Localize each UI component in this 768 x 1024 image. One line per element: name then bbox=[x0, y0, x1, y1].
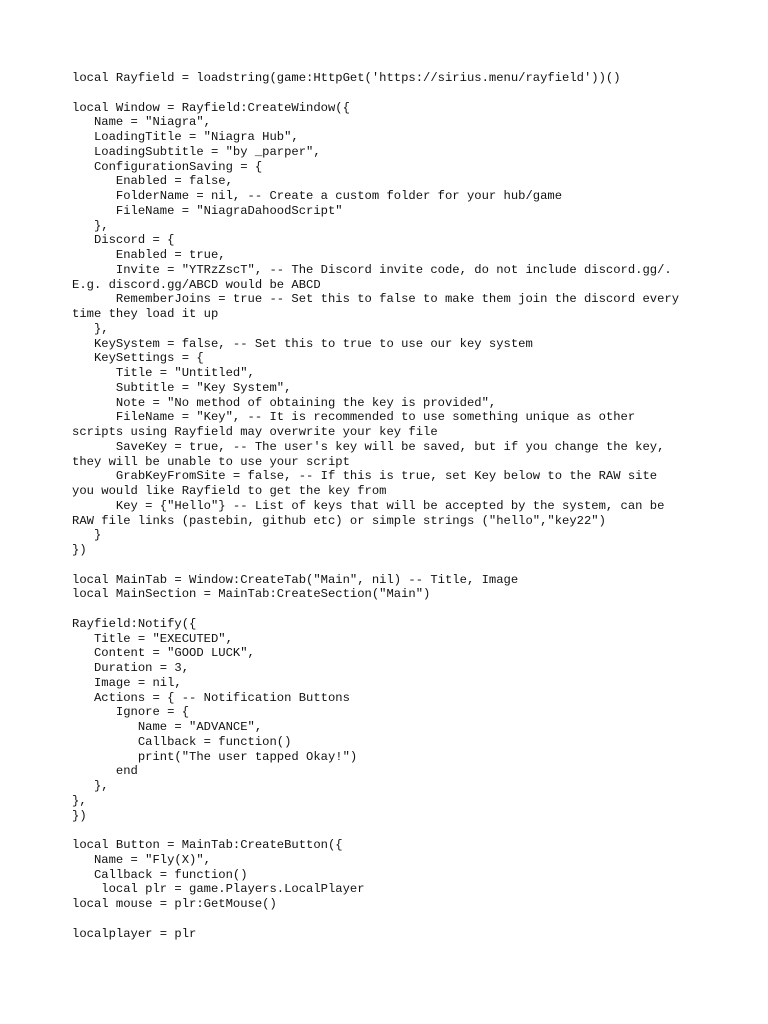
code-line: Actions = { -- Notification Buttons bbox=[72, 690, 350, 705]
code-line: Invite = "YTRzZscT", -- The Discord invite code, do not include discord.gg/. bbox=[72, 262, 672, 277]
code-line: Callback = function() bbox=[72, 734, 292, 749]
code-line: }, bbox=[72, 218, 109, 233]
code-line: Ignore = { bbox=[72, 705, 190, 720]
code-line: KeySettings = { bbox=[72, 351, 204, 366]
code-line: Enabled = false, bbox=[72, 174, 233, 189]
code-line: Name = "Niagra", bbox=[72, 115, 211, 130]
code-line: RememberJoins = true -- Set this to false to make them join the discord every bbox=[72, 292, 680, 307]
code-line: RAW file links (pastebin, github etc) or simple strings ("hello","key22") bbox=[72, 513, 606, 528]
code-line: }, bbox=[72, 793, 87, 808]
code-line: scripts using Rayfield may overwrite your key file bbox=[72, 425, 438, 439]
code-line: Title = "EXECUTED", bbox=[72, 631, 233, 646]
code-line: Content = "GOOD LUCK", bbox=[72, 646, 255, 661]
code-line: Image = nil, bbox=[72, 675, 182, 690]
code-line: Subtitle = "Key System", bbox=[72, 380, 292, 395]
code-line: FolderName = nil, -- Create a custom folder for your hub/game bbox=[72, 189, 563, 203]
code-line bbox=[72, 558, 712, 573]
code-line: Title = "Untitled", bbox=[72, 366, 255, 380]
code-line: FileName = "NiagraDahoodScript" bbox=[72, 203, 343, 218]
code-line: SaveKey = true, -- The user's key will be saved, but if you change the key, bbox=[72, 439, 665, 454]
code-line: Enabled = true, bbox=[72, 248, 226, 262]
code-line: local MainTab = Window:CreateTab("Main", nil) -- Title, Image bbox=[72, 572, 519, 587]
code-line: LoadingTitle = "Niagra Hub", bbox=[72, 130, 299, 144]
code-line bbox=[72, 602, 712, 617]
code-line: Discord = { bbox=[72, 233, 175, 248]
code-line: Note = "No method of obtaining the key is provided", bbox=[72, 395, 497, 410]
code-line: you would like Rayfield to get the key from bbox=[72, 484, 387, 498]
code-line: print("The user tapped Okay!") bbox=[72, 749, 358, 764]
code-line: ConfigurationSaving = { bbox=[72, 159, 263, 174]
code-text-block bbox=[72, 71, 712, 941]
code-line: Key = {"Hello"} -- List of keys that will be accepted by the system, can be bbox=[72, 498, 665, 513]
code-line: localplayer = plr bbox=[72, 926, 197, 941]
code-line: Name = "ADVANCE", bbox=[72, 720, 263, 734]
code-line: local Window = Rayfield:CreateWindow({ bbox=[72, 100, 350, 115]
code-line: Rayfield:Notify({ bbox=[72, 616, 197, 631]
code-line bbox=[72, 86, 712, 101]
code-line: local Button = MainTab:CreateButton({ bbox=[72, 838, 343, 852]
code-line bbox=[72, 912, 712, 927]
code-line: Callback = function() bbox=[72, 867, 248, 882]
code-line: } bbox=[72, 528, 102, 543]
code-line: local mouse = plr:GetMouse() bbox=[72, 897, 277, 911]
code-line: FileName = "Key", -- It is recommended to use something unique as other bbox=[72, 410, 636, 425]
code-line: KeySystem = false, -- Set this to true to use our key system bbox=[72, 336, 533, 351]
code-line bbox=[72, 823, 712, 838]
code-line: }) bbox=[72, 808, 87, 823]
code-line: Duration = 3, bbox=[72, 661, 190, 675]
code-line: time they load it up bbox=[72, 307, 219, 321]
code-line: }, bbox=[72, 321, 109, 336]
code-line: end bbox=[72, 764, 138, 779]
code-line: local plr = game.Players.LocalPlayer bbox=[72, 882, 365, 897]
code-line: GrabKeyFromSite = false, -- If this is true, set Key below to the RAW site bbox=[72, 469, 658, 484]
code-line: }, bbox=[72, 779, 109, 793]
code-line: local MainSection = MainTab:CreateSection("Main") bbox=[72, 587, 431, 602]
code-line: E.g. discord.gg/ABCD would be ABCD bbox=[72, 277, 321, 292]
code-line: they will be unable to use your script bbox=[72, 454, 350, 469]
code-line: LoadingSubtitle = "by _parper", bbox=[72, 144, 321, 159]
code-line: local Rayfield = loadstring(game:HttpGet('https://sirius.menu/rayfield'))() bbox=[72, 71, 621, 85]
code-line: Name = "Fly(X)", bbox=[72, 852, 211, 867]
code-line: }) bbox=[72, 543, 87, 557]
